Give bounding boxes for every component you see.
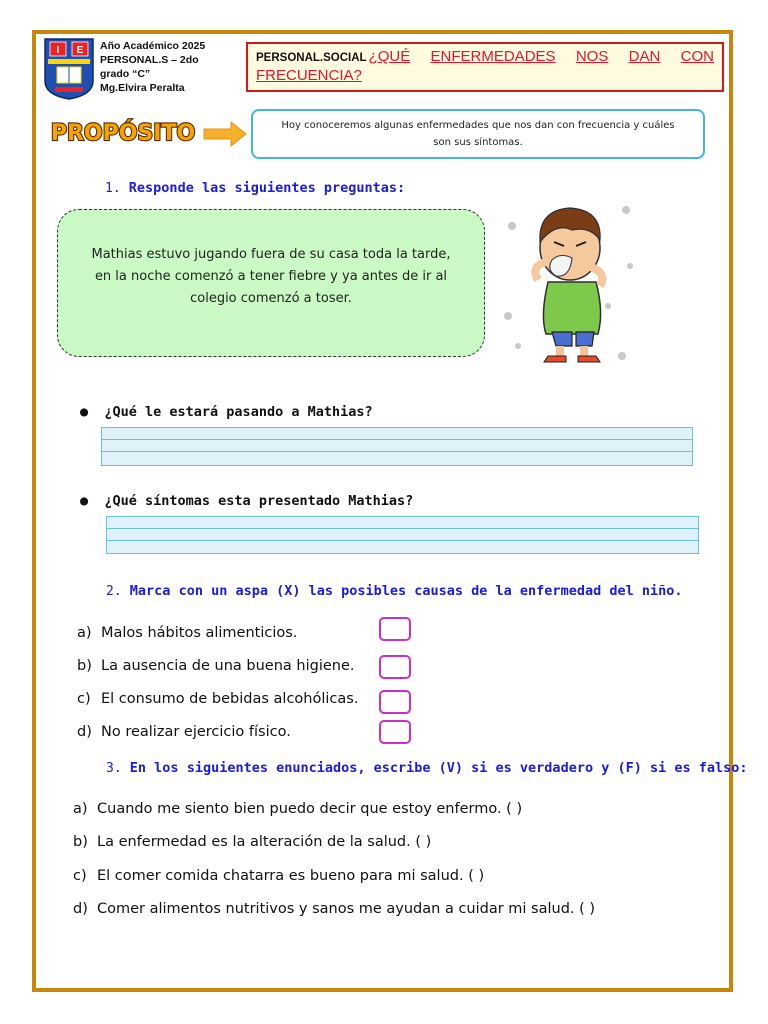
teacher-name: Mg.Elvira Peralta <box>100 82 185 94</box>
statement-letter: a) <box>73 801 88 817</box>
proposito-label <box>46 113 200 149</box>
statement-c <box>73 868 484 884</box>
answer-lines-2[interactable] <box>106 516 699 554</box>
option-text: La ausencia de una buena higiene. <box>101 658 355 674</box>
option-text: Malos hábitos alimenticios. <box>101 625 298 641</box>
sick-child-illustration <box>500 196 640 368</box>
title-box <box>246 42 724 92</box>
statement-text: La enfermedad es la alteración de la salud. ( ) <box>97 834 432 850</box>
subject-label: PERSONAL.SOCIAL <box>256 52 367 64</box>
section2-number: 2. <box>106 584 122 599</box>
statement-d <box>73 901 595 917</box>
statement-b <box>73 834 431 850</box>
story-line: colegio comenzó a toser. <box>190 291 352 306</box>
option-c <box>77 691 358 707</box>
statement-letter: c) <box>73 868 87 884</box>
title-word: ¿QUÉ <box>368 48 411 65</box>
option-letter: b) <box>77 658 92 674</box>
logo-letter-i: I <box>56 45 60 56</box>
title-line1 <box>369 48 714 65</box>
question1-text: ¿Qué le estará pasando a Mathias? <box>104 404 373 420</box>
option-letter: c) <box>77 691 91 707</box>
bullet-icon: ● <box>80 404 105 420</box>
statement-a <box>73 801 522 817</box>
school-info <box>100 39 205 95</box>
statement-letter: d) <box>73 901 88 917</box>
story-line: Mathias estuvo jugando fuera de su casa toda la tarde, <box>91 247 451 262</box>
option-a <box>77 625 297 641</box>
arrow-right-icon <box>203 120 247 148</box>
question2-text: ¿Qué síntomas esta presentado Mathias? <box>104 493 414 509</box>
story-box <box>57 209 485 357</box>
option-b <box>77 658 355 674</box>
logo-letter-e: E <box>76 45 84 56</box>
proposito-text: PROPÓSITO <box>50 121 196 146</box>
purpose-box <box>251 109 705 159</box>
checkbox-option-a[interactable] <box>379 617 411 641</box>
section3-title: En los siguientes enunciados, escribe (V) si es verdadero y (F) si es falso: <box>129 760 748 776</box>
section3-heading <box>106 760 748 776</box>
section2-heading <box>106 583 682 599</box>
statement-text: Comer alimentos nutritivos y sanos me ayudan a cuidar mi salud. ( ) <box>97 901 596 917</box>
title-line2: FRECUENCIA? <box>256 67 362 84</box>
school-logo <box>43 37 95 101</box>
course-grade: PERSONAL.S – 2do <box>100 54 199 66</box>
section1-number: 1. <box>105 181 121 196</box>
checkbox-option-c[interactable] <box>379 690 411 714</box>
option-text: El consumo de bebidas alcohólicas. <box>101 691 359 707</box>
purpose-line1: Hoy conoceremos algunas enfermedades que nos dan con frecuencia y cuáles <box>281 120 675 131</box>
checkbox-option-b[interactable] <box>379 655 411 679</box>
option-d <box>77 724 291 740</box>
statement-text: El comer comida chatarra es bueno para mi salud. ( ) <box>97 868 485 884</box>
title-word: ENFERMEDADES <box>430 48 556 65</box>
story-line: en la noche comenzó a tener fiebre y ya antes de ir al <box>94 269 448 284</box>
option-letter: a) <box>77 625 92 641</box>
checkbox-option-d[interactable] <box>379 720 411 744</box>
grade-section: grado “C” <box>100 68 151 80</box>
section2-title: Marca con un aspa (X) las posibles causas de la enfermedad del niño. <box>129 583 683 599</box>
section3-number: 3. <box>106 761 122 776</box>
option-letter: d) <box>77 724 92 740</box>
statement-letter: b) <box>73 834 88 850</box>
answer-lines-1[interactable] <box>101 427 693 466</box>
bullet-icon: ● <box>80 493 105 509</box>
title-word: DAN <box>628 48 661 65</box>
section1-title: Responde las siguientes preguntas: <box>128 180 406 196</box>
purpose-line2: son sus síntomas. <box>433 137 523 148</box>
question2 <box>80 493 413 509</box>
title-word: CON <box>680 48 714 65</box>
section1-heading <box>105 180 405 196</box>
academic-year: Año Académico 2025 <box>100 40 206 52</box>
option-text: No realizar ejercicio físico. <box>101 724 291 740</box>
title-word: NOS <box>575 48 609 65</box>
statement-text: Cuando me siento bien puedo decir que estoy enfermo. ( ) <box>97 801 523 817</box>
question1 <box>80 404 373 420</box>
